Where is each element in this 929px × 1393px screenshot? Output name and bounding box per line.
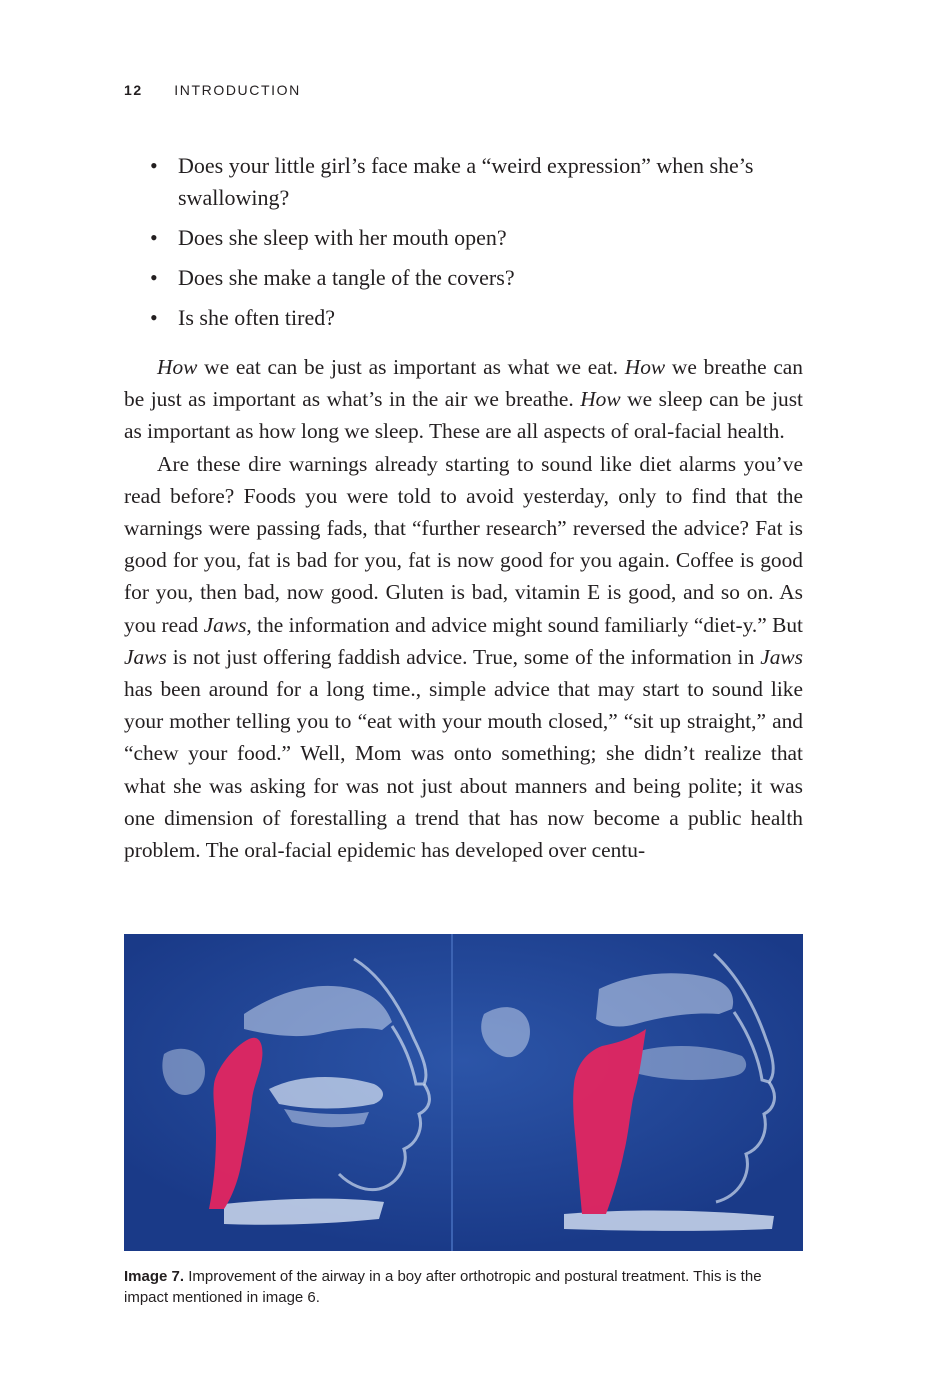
xray-image — [124, 934, 803, 1251]
caption-label: Image 7. — [124, 1268, 185, 1285]
list-item — [150, 222, 770, 254]
list-item — [150, 262, 770, 294]
caption-text: Improvement of the airway in a boy after orthotropic and postural treatment. This is the impact mentioned in image 6. — [124, 1268, 762, 1306]
emphasis: How — [580, 387, 621, 412]
text-run: we breathe can be just as important as what’s in the air we breathe. — [124, 355, 804, 412]
paragraph-1 — [124, 351, 803, 448]
list-item-text: Does your little girl’s face make a “weird expression” when she’s swallowing? — [178, 153, 754, 210]
section-title: INTRODUCTION — [174, 82, 301, 98]
bullet-icon: • — [150, 153, 158, 178]
text-run: we eat can be just as important as what we eat. — [197, 355, 625, 379]
body-text — [124, 351, 803, 866]
book-title: Jaws — [124, 644, 167, 669]
text-run: has been around for a long time., simple advice that may start to sound like your mother telling you to “eat with your mouth closed,” “sit up straight,” and “chew your food.” Well, Mom was onto something; she didn’t realize that what she was asking for was not just about manners and being polite; it was one dimension of forestalling a trend that has now become a public health problem. The oral-facial epidemic has developed over centu- — [124, 677, 803, 863]
text-run: we sleep can be just as important as how long we sleep. These are all aspects of oral-facial health. — [124, 387, 803, 444]
list-item-text: Does she sleep with her mouth open? — [178, 225, 507, 250]
bullet-icon: • — [150, 225, 158, 250]
book-title: Jaws — [203, 612, 247, 637]
list-item — [150, 302, 770, 334]
xray-figure — [124, 934, 803, 1251]
bullet-icon: • — [150, 305, 158, 330]
figure-caption — [124, 1266, 803, 1308]
text-run: Are these dire warnings already starting to sound like diet alarms you’ve read before? Foods you were told to avoid yesterday, only to find that the warnings were passing fads, that “further research” reversed the advice? Fat is good for you, fat is bad for you, fat is now good for you again. Coffee is good for you, then bad, now good. Gluten is bad, vitamin E is good, and so on. As you read — [124, 451, 803, 637]
list-item — [150, 150, 770, 214]
running-head — [124, 82, 301, 98]
emphasis: How — [624, 355, 666, 379]
list-item-text: Does she make a tangle of the covers? — [178, 265, 515, 290]
emphasis: How — [157, 355, 198, 379]
text-run: is not just offering faddish advice. True, some of the information in — [166, 644, 761, 669]
question-list — [150, 150, 770, 342]
book-title: Jaws — [760, 644, 803, 669]
page-number: 12 — [124, 82, 143, 98]
list-item-text: Is she often tired? — [178, 305, 335, 330]
text-run: , the information and advice might sound familiarly “diet-y.” But — [246, 612, 803, 637]
bullet-icon: • — [150, 265, 158, 290]
paragraph-2 — [124, 448, 803, 867]
